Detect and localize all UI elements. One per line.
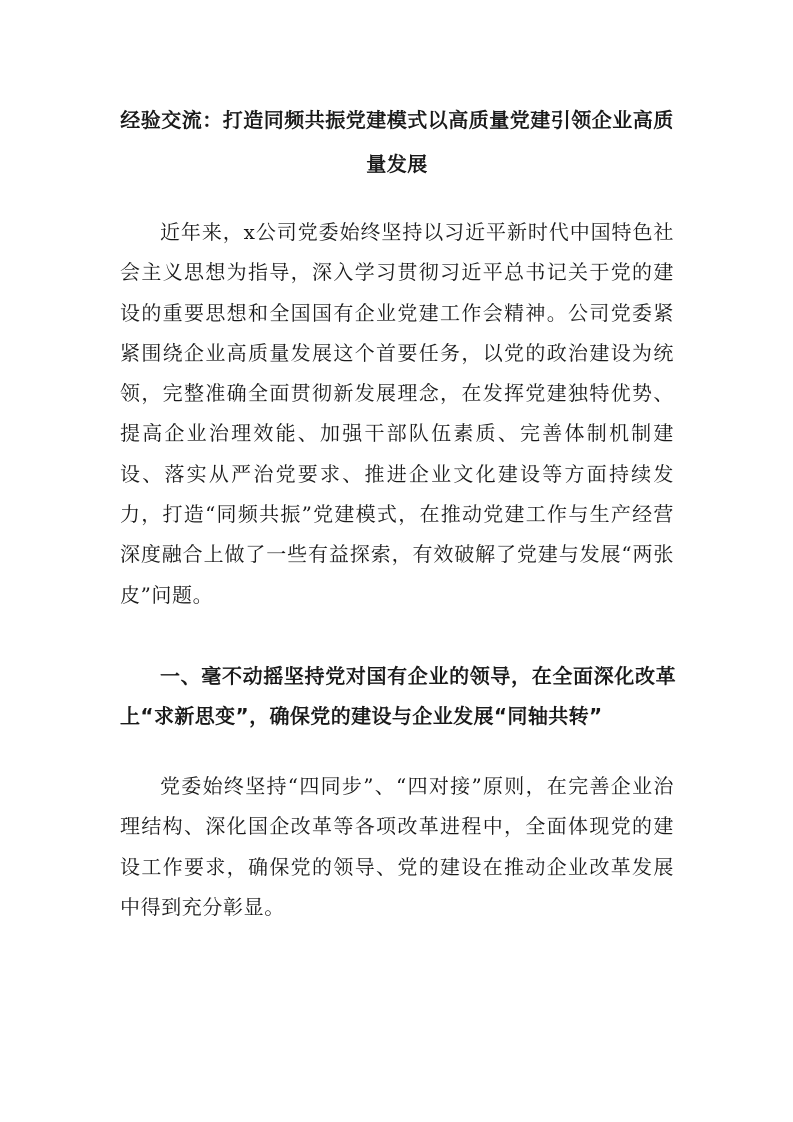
intro-paragraph: 近年来，x公司党委始终坚持以习近平新时代中国特色社会主义思想为指导，深入学习贯彻习近平总书记关于党的建设的重要思想和全国国有企业党建工作会精神。公司党委紧紧围绕企业高质量发展这个首要任务，以党的政治建设为统领，完整准确全面贯彻新发展理念，在发挥党建独特优势、提高企业治理效能、加强干部队伍素质、完善体制机制建设、落实从严治党要求、推进企业文化建设等方面持续发力，打造“同频共振”党建模式，在推动党建工作与生产经营深度融合上做了一些有益探索，有效破解了党建与发展“两张皮”问题。 [120,220,674,607]
section-paragraph: 党委始终坚持“四同步”、“四对接”原则，在完善企业治理结构、深化国企改革等各项改革进程中，全面体现党的建设工作要求，确保党的领导、党的建设在推动企业改革发展中得到充分彰显。 [120,774,674,919]
document-title: 经验交流：打造同频共振党建模式以高质量党建引领企业高质量发展 [120,108,674,176]
section-heading: 一、毫不动摇坚持党对国有企业的领导，在全面深化改革上“求新思变”，确保党的建设与企业发展“同轴共转” [120,664,676,728]
